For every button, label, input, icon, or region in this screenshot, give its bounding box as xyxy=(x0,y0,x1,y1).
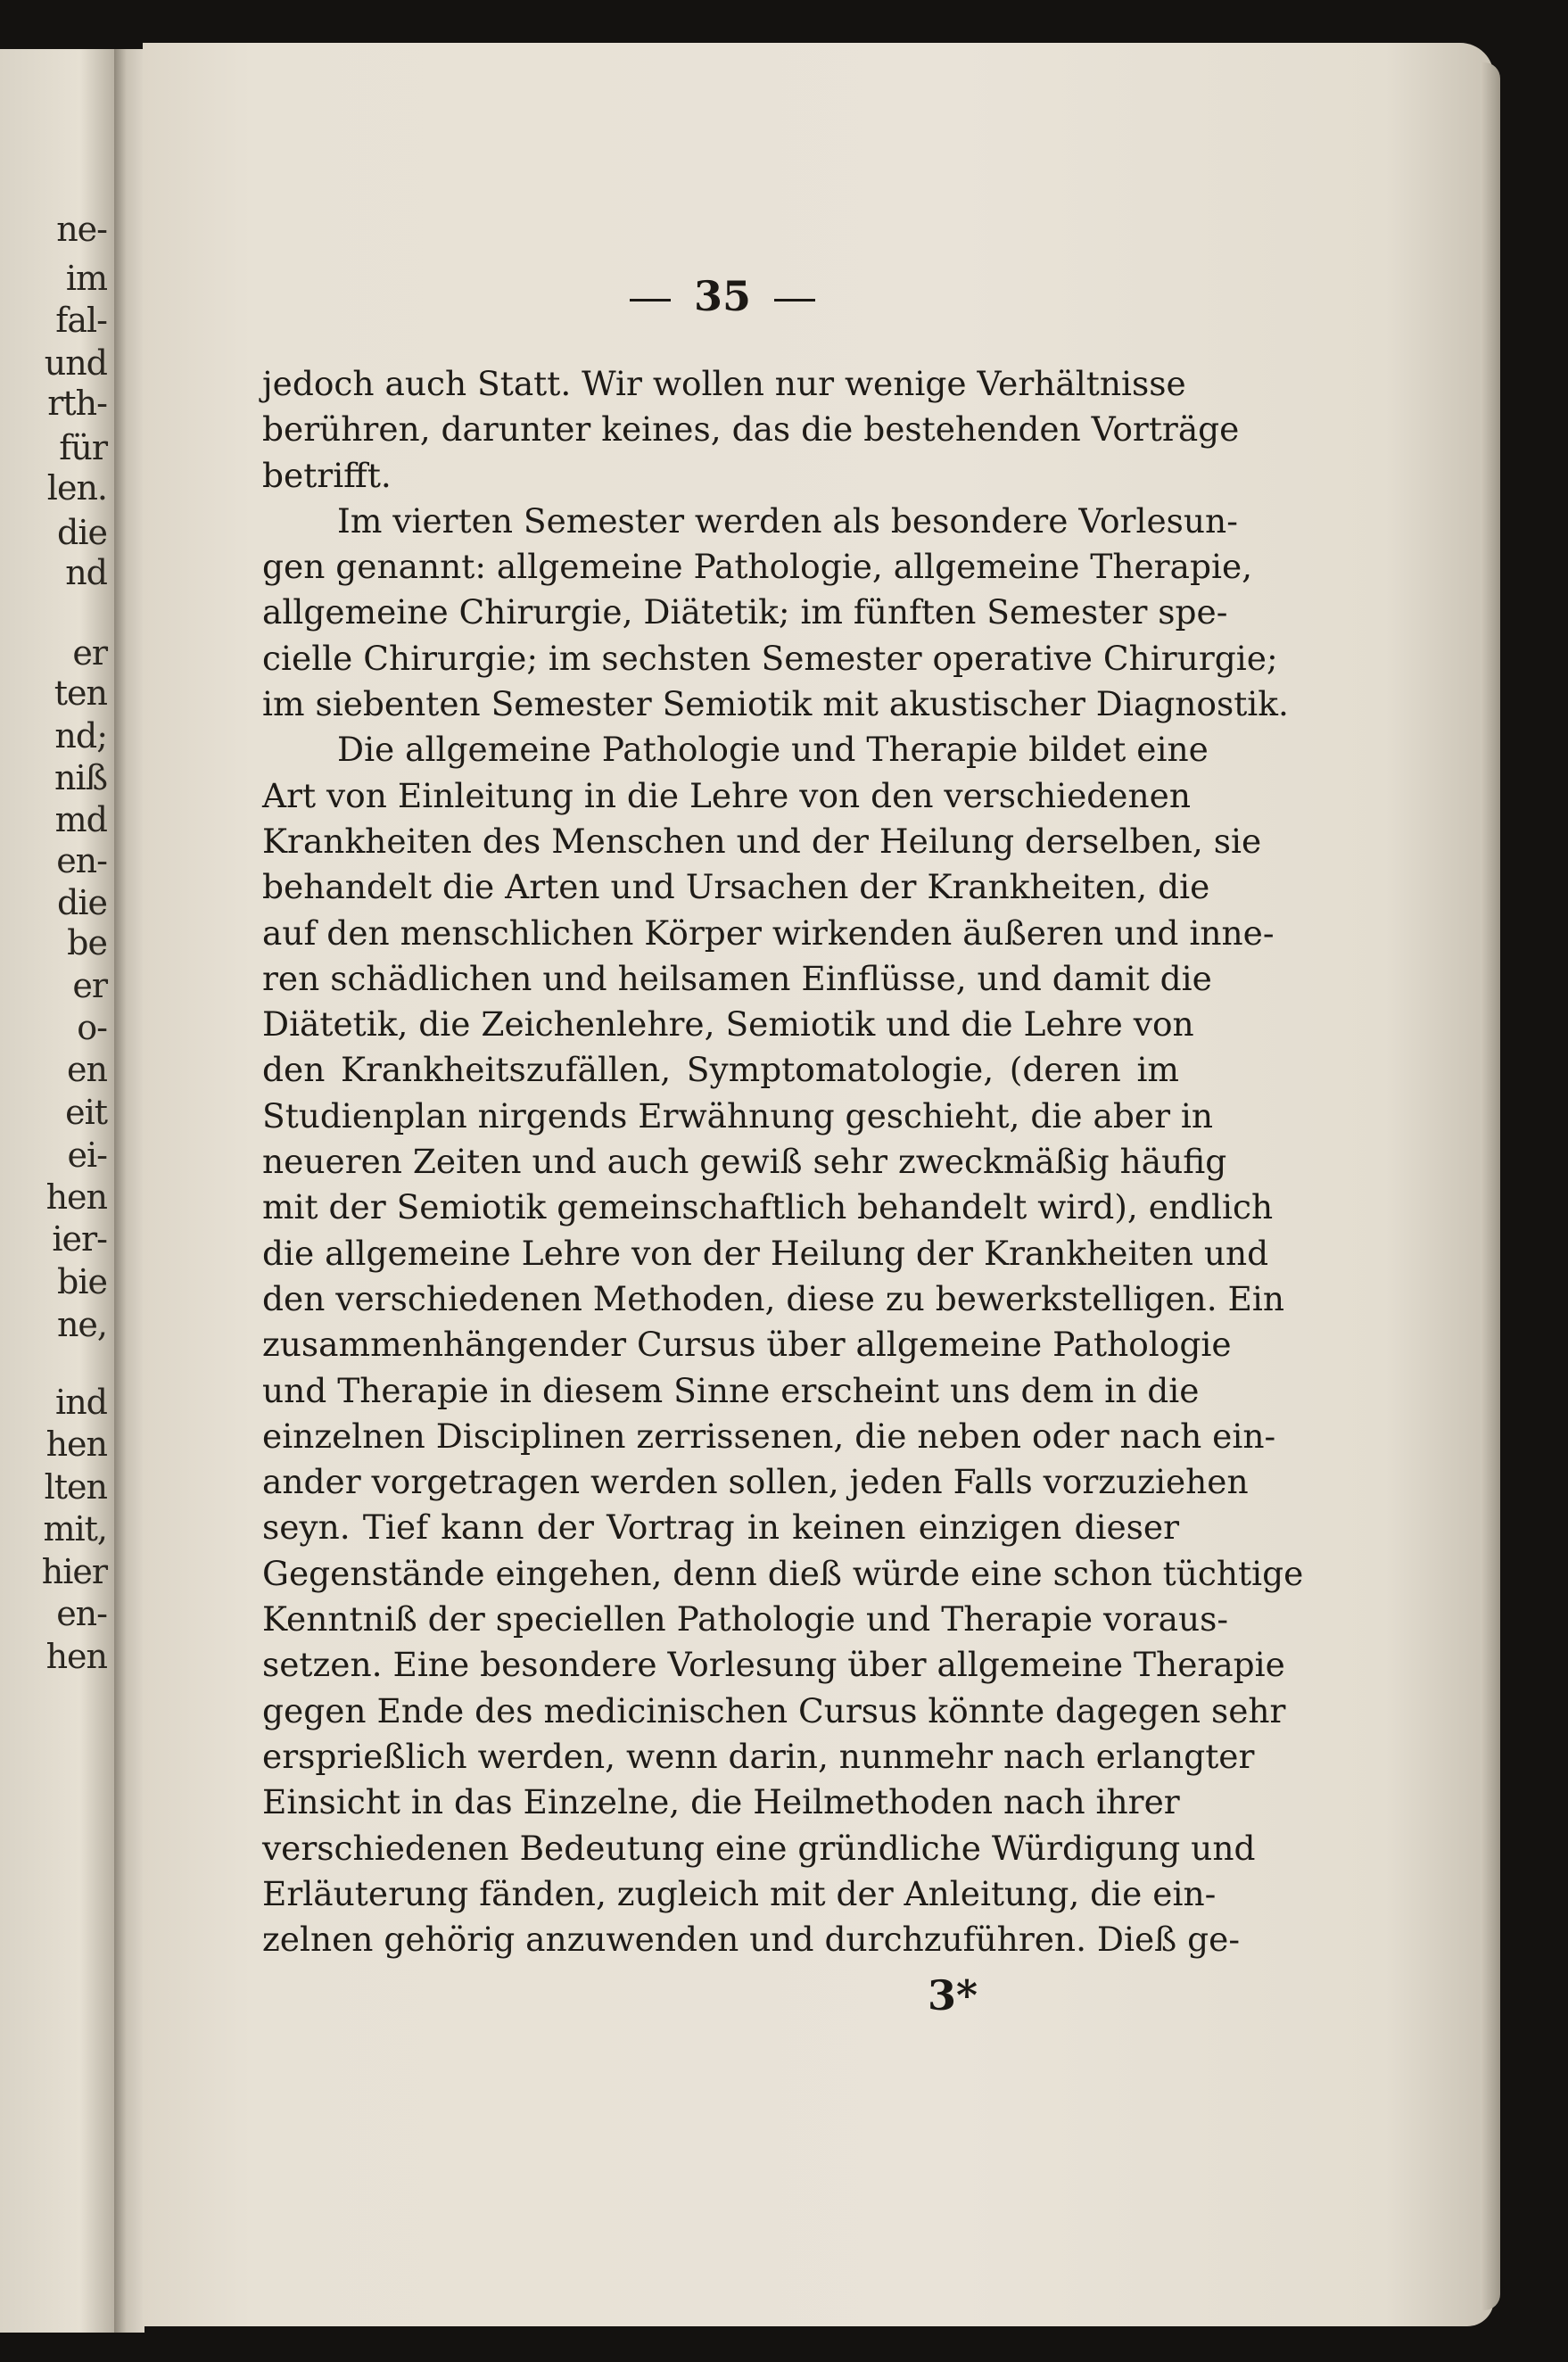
text-line: Gegenstände eingehen, denn dieß würde eine schon tüchtige xyxy=(262,1553,1304,1593)
left-page-fragment: rth- xyxy=(47,384,107,423)
text-line: Diätetik, die Zeichenlehre, Semiotik und die Lehre von xyxy=(262,1004,1194,1045)
left-page-fragment: hen xyxy=(45,1637,107,1676)
page-header xyxy=(0,272,1445,320)
left-page-fragment: en- xyxy=(56,841,107,880)
left-page-fragment: ier- xyxy=(52,1219,107,1259)
header-dash-left xyxy=(630,299,671,301)
left-page-fragment: ei- xyxy=(67,1136,107,1175)
text-line: ersprießlich werden, wenn darin, nunmehr nach erlangter xyxy=(262,1736,1255,1776)
left-page-fragment: ne, xyxy=(56,1305,107,1344)
left-page-fragment: und xyxy=(44,343,107,383)
text-line: zelnen gehörig anzuwenden und durchzuführen. Dieß ge- xyxy=(262,1920,1241,1960)
left-page-edge xyxy=(0,49,114,2333)
left-page-fragment: ten xyxy=(54,673,107,713)
text-line: seyn. Tief kann der Vortrag in keinen einzigen dieser xyxy=(262,1507,1179,1548)
left-page-fragment: o- xyxy=(77,1008,107,1047)
text-line: setzen. Eine besondere Vorlesung über allgemeine Therapie xyxy=(262,1645,1285,1685)
page-number: 35 xyxy=(693,272,751,320)
text-line: und Therapie in diesem Sinne erscheint uns dem in die xyxy=(262,1370,1200,1410)
left-page-fragment: bie xyxy=(57,1262,107,1301)
left-page-fragment: ind xyxy=(55,1383,107,1422)
text-line: betrifft. xyxy=(262,455,392,495)
text-line: einzelnen Disciplinen zerrissenen, die neben oder nach ein- xyxy=(262,1416,1276,1456)
left-page-fragment: nd xyxy=(65,553,107,592)
text-line: gen genannt: allgemeine Pathologie, allgemeine Therapie, xyxy=(262,547,1253,587)
text-line: verschiedenen Bedeutung eine gründliche Würdigung und xyxy=(262,1828,1256,1868)
text-line: allgemeine Chirurgie, Diätetik; im fünften Semester spe- xyxy=(262,592,1228,632)
left-page-fragment: len. xyxy=(46,468,107,508)
left-page-fragment: hier xyxy=(41,1552,107,1591)
text-line: den verschiedenen Methoden, diese zu bewerkstelligen. Ein xyxy=(262,1278,1285,1318)
header-dash-right xyxy=(774,299,815,301)
left-page-fragment: en- xyxy=(56,1594,107,1633)
text-line: jedoch auch Statt. Wir wollen nur wenige Verhältnisse xyxy=(262,364,1186,403)
text-line: auf den menschlichen Körper wirkenden äußeren und inne- xyxy=(262,913,1275,953)
left-page-fragment: hen xyxy=(45,1425,107,1464)
left-page-fragment: eit xyxy=(65,1093,107,1132)
text-line: neueren Zeiten und auch gewiß sehr zweckmäßig häufig xyxy=(262,1142,1227,1182)
left-page-fragment: im xyxy=(65,259,107,298)
text-line: Erläuterung fänden, zugleich mit der Anleitung, die ein- xyxy=(262,1873,1217,1913)
left-page-fragment: die xyxy=(57,883,107,922)
text-line: ander vorgetragen werden sollen, jeden Falls vorzuziehen xyxy=(262,1462,1249,1502)
text-line: zusammenhängender Cursus über allgemeine Pathologie xyxy=(262,1325,1232,1365)
left-page-fragment: md xyxy=(54,800,107,839)
text-line: Einsicht in das Einzelne, die Heilmethoden nach ihrer xyxy=(262,1782,1180,1822)
text-line: cielle Chirurgie; im sechsten Semester operative Chirurgie; xyxy=(262,638,1278,678)
text-line: im siebenten Semester Semiotik mit akustischer Diagnostik. xyxy=(262,684,1289,724)
left-page-fragment: für xyxy=(59,428,107,467)
page-edge xyxy=(1481,62,1500,2310)
text-line: Kenntniß der speciellen Pathologie und Therapie voraus- xyxy=(262,1599,1229,1639)
left-page-fragment: hen xyxy=(45,1177,107,1217)
text-line: Studienplan nirgends Erwähnung geschieht, die aber in xyxy=(262,1095,1214,1136)
left-page-fragment: die xyxy=(57,513,107,552)
text-line: Im vierten Semester werden als besondere Vorlesun- xyxy=(337,500,1238,541)
left-page-fragment: mit, xyxy=(43,1509,107,1549)
left-page-fragment: er xyxy=(72,633,107,673)
left-page-fragment: lten xyxy=(44,1467,107,1507)
left-page-fragment: be xyxy=(67,923,107,962)
body-text xyxy=(262,361,1304,1962)
text-line: ren schädlichen und heilsamen Einflüsse, und damit die xyxy=(262,958,1212,998)
text-line: Krankheiten des Menschen und der Heilung derselben, sie xyxy=(262,821,1262,861)
text-line: Art von Einleitung in die Lehre von den verschiedenen xyxy=(262,775,1191,815)
text-line: Die allgemeine Pathologie und Therapie bildet eine xyxy=(337,730,1209,770)
left-page-fragment: ne- xyxy=(56,210,107,249)
text-line: behandelt die Arten und Ursachen der Krankheiten, die xyxy=(262,867,1210,907)
text-line: den Krankheitszufällen, Symptomatologie, (deren im xyxy=(262,1050,1179,1090)
left-page-fragment: en xyxy=(67,1050,107,1089)
text-line: mit der Semiotik gemeinschaftlich behandelt wird), endlich xyxy=(262,1187,1274,1227)
text-line: gegen Ende des medicinischen Cursus könnte dagegen sehr xyxy=(262,1690,1286,1730)
left-page-fragment: niß xyxy=(54,758,107,797)
left-page-fragment: nd; xyxy=(54,716,107,756)
left-page-fragment: fal- xyxy=(55,301,107,340)
signature-mark: 3* xyxy=(928,1971,978,2019)
book-gutter xyxy=(114,49,144,2333)
text-line: berühren, darunter keines, das die bestehenden Vorträge xyxy=(262,409,1240,450)
left-page-fragment: er xyxy=(72,966,107,1005)
text-line: die allgemeine Lehre von der Heilung der Krankheiten und xyxy=(262,1233,1269,1273)
